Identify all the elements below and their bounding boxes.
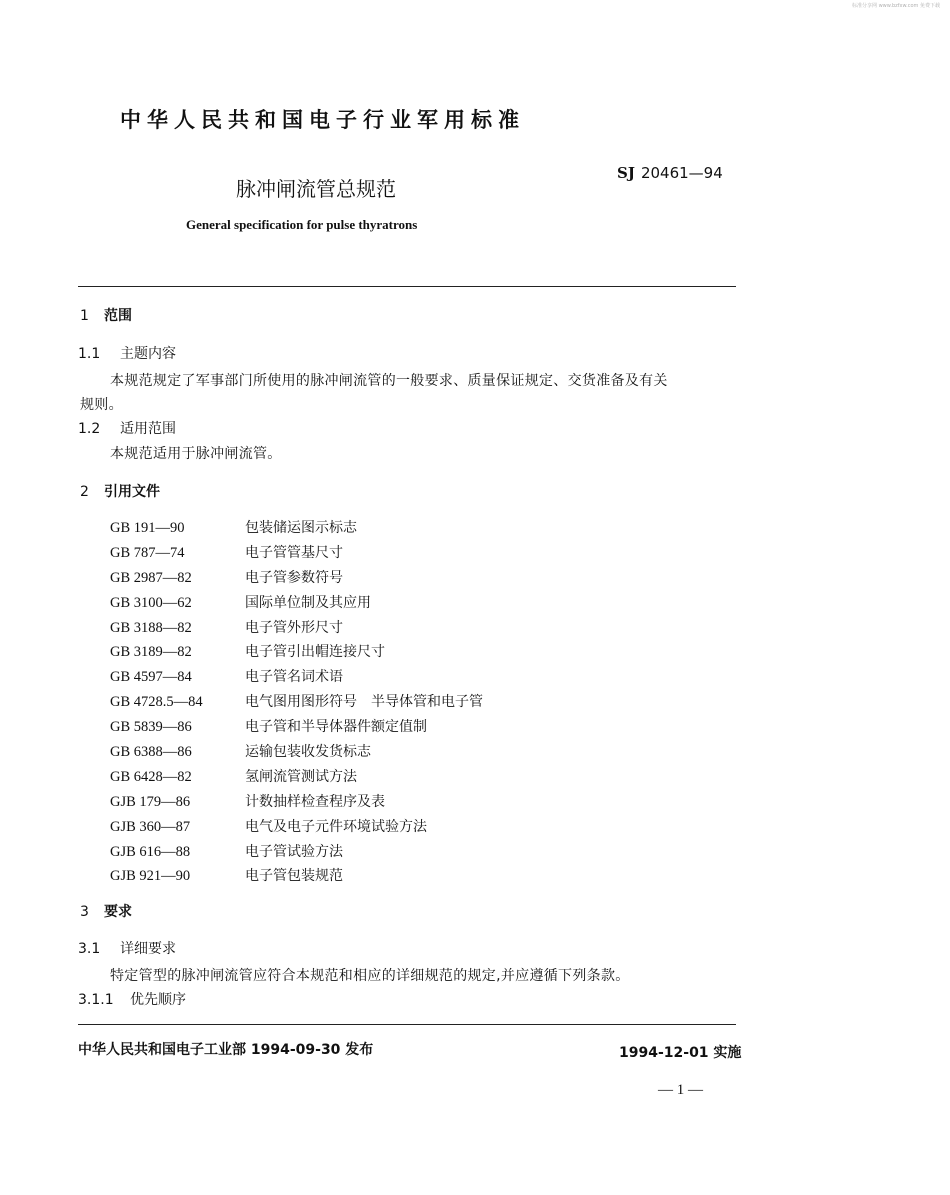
issue-date: 中华人民共和国电子工业部 1994-09-30 发布 bbox=[78, 1042, 374, 1058]
section-3-1-text: 特定管型的脉冲闸流管应符合本规范和相应的详细规范的规定,并应遵循下列条款。 bbox=[110, 968, 630, 984]
reference-item bbox=[110, 567, 483, 592]
reference-title: 计数抽样检查程序及表 bbox=[245, 793, 385, 810]
reference-item bbox=[110, 841, 483, 866]
section-3-1-heading bbox=[78, 938, 176, 958]
section-title: 优先顺序 bbox=[130, 992, 186, 1008]
section-title: 范围 bbox=[104, 308, 132, 324]
section-number: 1.2 bbox=[78, 421, 101, 437]
reference-item bbox=[110, 542, 483, 567]
footer-divider bbox=[78, 1024, 736, 1025]
section-title: 详细要求 bbox=[120, 941, 176, 957]
english-title: General specification for pulse thyratrons bbox=[186, 217, 418, 232]
reference-item bbox=[110, 816, 483, 841]
reference-code: GB 4597—84 bbox=[110, 669, 192, 686]
reference-item bbox=[110, 716, 483, 741]
reference-title: 包装储运图示标志 bbox=[245, 520, 357, 536]
reference-title: 电子管外形尺寸 bbox=[245, 619, 343, 636]
reference-code: GB 3100—62 bbox=[110, 594, 192, 611]
reference-item bbox=[110, 517, 483, 542]
section-1-2-text: 本规范适用于脉冲闸流管。 bbox=[110, 446, 282, 462]
reference-title: 电气图用图形符号 半导体管和电子管 bbox=[245, 694, 483, 711]
reference-title: 电子管管基尺寸 bbox=[245, 544, 343, 561]
standard-code-number: 20461—94 bbox=[640, 164, 723, 182]
reference-code: GB 787—74 bbox=[110, 544, 185, 561]
reference-item bbox=[110, 666, 483, 691]
reference-title: 电子管包装规范 bbox=[245, 868, 343, 885]
reference-item bbox=[110, 791, 483, 816]
section-1-1-text-line1: 本规范规定了军事部门所使用的脉冲闸流管的一般要求、质量保证规定、交货准备及有关 bbox=[110, 373, 668, 389]
reference-code: GB 3188—82 bbox=[110, 619, 192, 636]
section-2-heading bbox=[80, 481, 160, 501]
section-1-2-heading bbox=[78, 418, 176, 438]
section-number: 1 bbox=[80, 308, 89, 324]
document-title: 脉冲闸流管总规范 bbox=[236, 177, 396, 201]
section-3-1-1-heading bbox=[78, 989, 186, 1009]
section-number: 3 bbox=[80, 904, 89, 920]
section-number: 3.1.1 bbox=[78, 992, 114, 1008]
reference-code: GB 4728.5—84 bbox=[110, 694, 203, 711]
section-title: 适用范围 bbox=[120, 421, 176, 437]
section-1-heading bbox=[80, 305, 132, 325]
section-number: 3.1 bbox=[78, 941, 101, 957]
reference-code: GB 191—90 bbox=[110, 520, 185, 536]
reference-code: GB 6388—86 bbox=[110, 744, 192, 761]
effective-date: 1994-12-01 实施 bbox=[619, 1045, 742, 1061]
standard-code-prefix: SJ bbox=[617, 164, 635, 182]
reference-code: GB 5839—86 bbox=[110, 719, 192, 736]
reference-title: 电子管试验方法 bbox=[245, 843, 343, 860]
standard-code bbox=[617, 164, 723, 182]
reference-item bbox=[110, 641, 483, 666]
reference-code: GB 3189—82 bbox=[110, 644, 192, 661]
watermark: 标准分享网 www.bzfxw.com 免费下载 bbox=[852, 3, 940, 9]
section-number: 1.1 bbox=[78, 346, 101, 362]
reference-title: 电子管参数符号 bbox=[245, 569, 343, 586]
page-number: — 1 — bbox=[658, 1082, 703, 1098]
reference-code: GJB 179—86 bbox=[110, 793, 191, 810]
reference-list bbox=[110, 517, 483, 890]
section-title: 引用文件 bbox=[104, 484, 160, 500]
reference-code: GJB 616—88 bbox=[110, 843, 191, 860]
reference-item bbox=[110, 617, 483, 642]
reference-code: GJB 360—87 bbox=[110, 818, 191, 835]
section-1-1-text-line2: 规则。 bbox=[80, 397, 123, 413]
reference-title: 电子管名词术语 bbox=[245, 669, 343, 686]
section-number: 2 bbox=[80, 484, 89, 500]
reference-item bbox=[110, 865, 483, 890]
reference-title: 运输包装收发货标志 bbox=[245, 744, 371, 761]
reference-item bbox=[110, 592, 483, 617]
reference-title: 电气及电子元件环境试验方法 bbox=[245, 818, 427, 835]
reference-item bbox=[110, 766, 483, 791]
section-title: 要求 bbox=[104, 904, 132, 920]
header-divider bbox=[78, 286, 736, 287]
section-1-1-heading bbox=[78, 343, 176, 363]
reference-title: 电子管引出帽连接尺寸 bbox=[245, 644, 385, 661]
reference-title: 氢闸流管测试方法 bbox=[245, 768, 357, 785]
reference-item bbox=[110, 741, 483, 766]
section-title: 主题内容 bbox=[120, 346, 176, 362]
reference-code: GB 6428—82 bbox=[110, 768, 192, 785]
reference-title: 国际单位制及其应用 bbox=[245, 594, 371, 611]
section-3-heading bbox=[80, 901, 132, 921]
reference-title: 电子管和半导体器件额定值制 bbox=[245, 719, 427, 736]
reference-item bbox=[110, 691, 483, 716]
reference-code: GB 2987—82 bbox=[110, 569, 192, 586]
issuing-organization: 中华人民共和国电子行业军用标准 bbox=[120, 108, 525, 132]
reference-code: GJB 921—90 bbox=[110, 868, 191, 885]
